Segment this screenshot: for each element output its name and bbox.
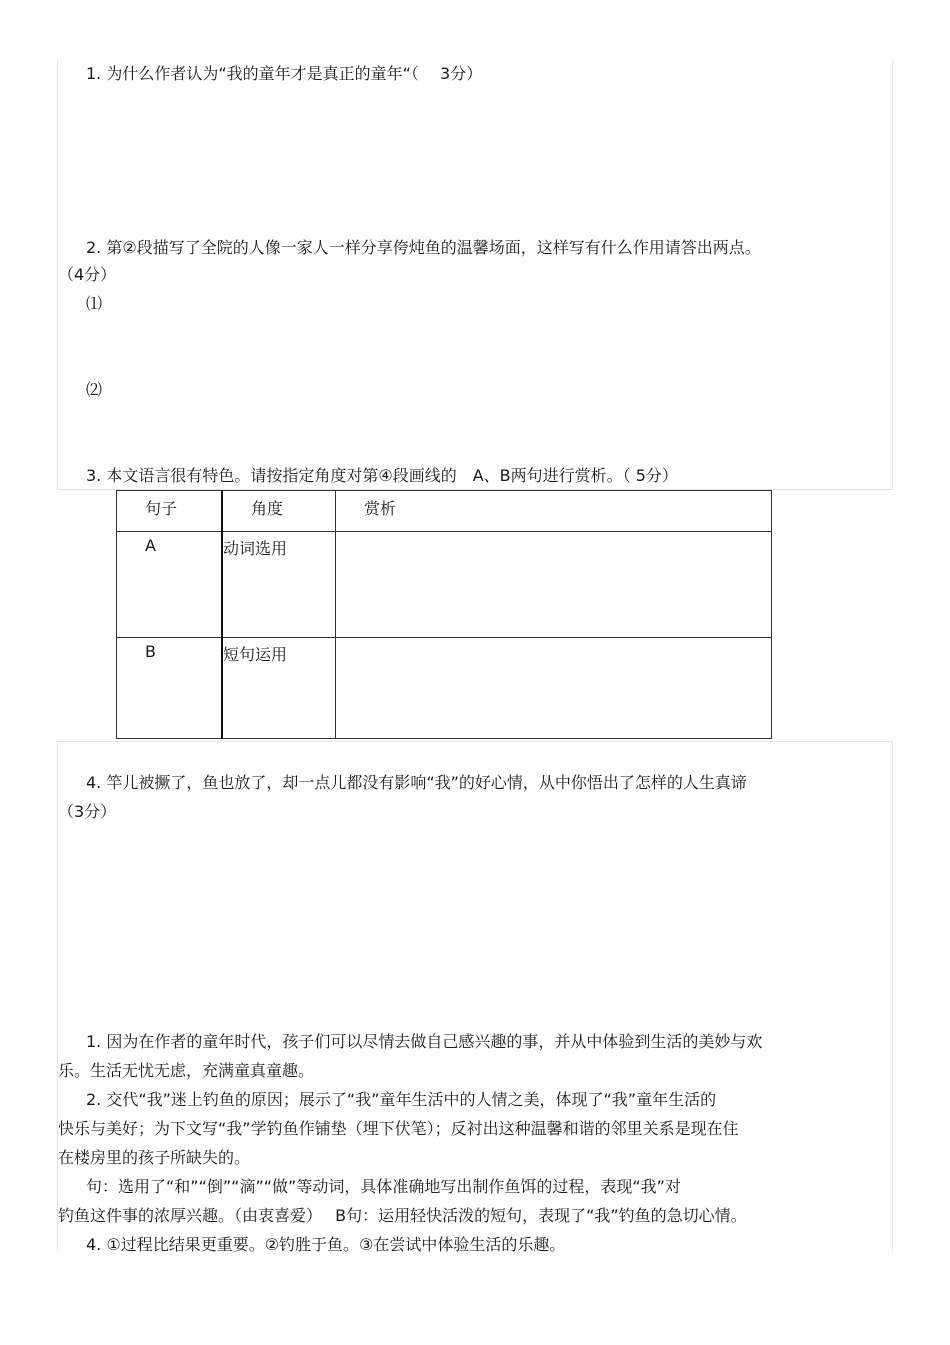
sentence-label: A: [145, 536, 156, 555]
table-row: [117, 638, 772, 739]
table-header-row: [117, 491, 772, 532]
header-cell-angle: [222, 491, 336, 532]
angle-label: 短句运用: [223, 645, 288, 664]
analysis-table: [116, 490, 772, 739]
question-2-line-2: （4分）: [58, 265, 117, 284]
analysis-text: [336, 638, 771, 642]
question-1: 1. 为什么作者认为“我的童年才是真正的童年“（ 3分）: [86, 64, 483, 83]
header-sentence: 句子: [145, 499, 178, 518]
sentence-label: B: [145, 642, 156, 661]
answer-2-line-2: 快乐与美好；为下文写“我”学钓鱼作铺垫（埋下伏笔）；反衬出这种温馨和谐的邻里关系是现在住: [58, 1119, 739, 1138]
header-analysis: 赏析: [364, 499, 397, 518]
question-2-line-1: 2. 第②段描写了全院的人像一家人一样分享侉炖鱼的温馨场面，这样写有什么作用请答出两点。: [86, 238, 761, 257]
table-row: [117, 532, 772, 638]
header-cell-analysis: [336, 491, 772, 532]
question-4-line-1: 4. 竿儿被撅了，鱼也放了，却一点儿都没有影响“我”的好心情，从中你悟出了怎样的人生真谛: [86, 773, 747, 792]
answer-3-line-1: 句：选用了“和”“倒”“滴”“做”等动词，具体准确地写出制作鱼饵的过程，表现“我”对: [86, 1177, 681, 1196]
question-2-blank-2: ⑵: [86, 380, 103, 399]
cell-angle: [222, 532, 336, 638]
cell-analysis: [336, 532, 772, 638]
answer-1-line-1: 1. 因为在作者的童年时代，孩子们可以尽情去做自己感兴趣的事，并从中体验到生活的美妙与欢: [86, 1032, 763, 1051]
answer-3-line-2: 钓鱼这件事的浓厚兴趣。（由衷喜爱） B句：运用轻快活泼的短句，表现了“我”钓鱼的急切心情。: [58, 1206, 747, 1225]
cell-angle: [222, 638, 336, 739]
analysis-text: [336, 532, 771, 536]
cell-sentence: [117, 638, 223, 739]
header-cell-sentence: [117, 491, 223, 532]
frame-right-top: [892, 60, 893, 490]
answer-2-line-1: 2. 交代“我”迷上钓鱼的原因；展示了“我”童年生活中的人情之美，体现了“我”童年生活的: [86, 1090, 717, 1109]
answer-4: 4. ①过程比结果更重要。②钓胜于鱼。③在尝试中体验生活的乐趣。: [86, 1235, 566, 1254]
header-angle: 角度: [251, 499, 284, 518]
question-3: 3. 本文语言很有特色。请按指定角度对第④段画线的 A、B两句进行赏析。（ 5分）: [86, 466, 678, 485]
question-2-blank-1: ⑴: [86, 294, 103, 313]
question-4-line-2: （3分）: [58, 802, 117, 821]
frame-divider-bottom: [57, 741, 893, 742]
answer-1-line-2: 乐。生活无忧无虑，充满童真童趣。: [58, 1061, 315, 1080]
frame-right-bottom: [892, 741, 893, 1251]
cell-analysis: [336, 638, 772, 739]
angle-label: 动词选用: [223, 539, 288, 558]
answer-2-line-3: 在楼房里的孩子所缺失的。: [58, 1148, 251, 1167]
cell-sentence: [117, 532, 223, 638]
